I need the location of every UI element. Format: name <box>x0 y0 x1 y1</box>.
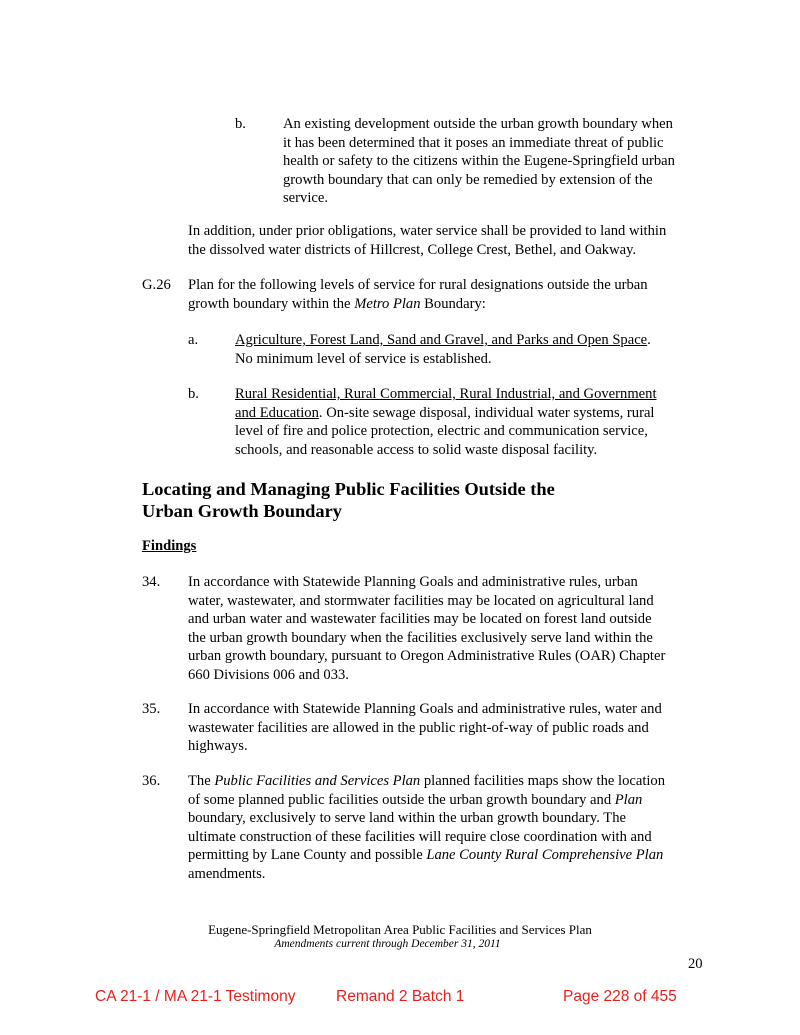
finding-35-text <box>188 700 662 756</box>
heading-line: Urban Growth Boundary <box>142 501 342 521</box>
g26-line: Plan for the following levels of service for rural designations outside the urban <box>188 277 648 293</box>
findings-heading: Findings <box>142 538 197 554</box>
item-b-line: it has been determined that it poses an immediate threat of public <box>283 134 664 151</box>
footer-title: Eugene-Springfield Metropolitan Area Public Facilities and Services Plan <box>208 922 592 937</box>
g26-line <box>188 295 648 314</box>
g26-a-line2: No minimum level of service is established. <box>235 350 492 367</box>
f36-l5-italic: Lane County Rural Comprehensive Plan <box>426 847 664 863</box>
f36-l5-pre: permitting by Lane County and possible <box>188 847 427 863</box>
g26-b-line3: level of fire and police protection, electric and communication service, <box>235 423 648 439</box>
finding-line: 660 Divisions 006 and 033. <box>188 666 349 683</box>
g26-item-b-label: b. <box>188 386 199 402</box>
finding-line: In accordance with Statewide Planning Goals and administrative rules, urban <box>188 574 638 590</box>
heading-line: Locating and Managing Public Facilities Outside the <box>142 479 555 499</box>
finding-line: amendments. <box>188 865 266 882</box>
finding-35-number: 35. <box>142 701 161 717</box>
section-heading <box>142 478 555 522</box>
g26-b-underlined-1: Rural Residential, Rural Commercial, Rural Industrial, and Government <box>235 386 657 402</box>
g26-line2-pre: growth boundary within the <box>188 295 355 312</box>
f36-l2-italic: Plan <box>614 791 643 808</box>
finding-line: ultimate construction of these facilities will require close coordination with and <box>188 828 652 845</box>
f36-l2-pre: of some planned public facilities outside the urban growth boundary and <box>188 791 615 808</box>
addition-paragraph <box>188 222 666 259</box>
stamp-page: Page 228 of 455 <box>563 988 677 1005</box>
footer-subtitle: Amendments current through December 31, 2011 <box>274 938 501 950</box>
g26-item-a-label: a. <box>188 332 199 348</box>
g26-item-a-text <box>235 331 651 368</box>
item-b-line: growth boundary that can only be remedied by extension of the <box>283 171 653 188</box>
finding-line: urban growth boundary, pursuant to Oregon Administrative Rules (OAR) Chapter <box>188 648 666 664</box>
g26-b-line4: schools, and reasonable access to solid waste disposal facility. <box>235 441 598 458</box>
finding-36-number: 36. <box>142 773 161 789</box>
finding-line: water, wastewater, and stormwater facilities may be located on agricultural land <box>188 592 654 609</box>
item-b-text <box>283 115 675 208</box>
addition-line: In addition, under prior obligations, water service shall be provided to land within <box>188 223 667 239</box>
item-b-line: health or safety to the citizens within the Eugene-Springfield urban <box>283 153 675 169</box>
g26-line2-post: Boundary: <box>420 295 486 312</box>
finding-line: the urban growth boundary when the facilities exclusively serve land within the <box>188 629 653 646</box>
f36-l1-pre: The <box>188 773 215 789</box>
item-b-line: An existing development outside the urban growth boundary when <box>283 116 673 132</box>
finding-line: boundary, exclusively to serve land within the urban growth boundary. The <box>188 810 626 826</box>
stamp-case: CA 21-1 / MA 21-1 Testimony <box>95 988 296 1005</box>
finding-line: highways. <box>188 738 248 754</box>
policy-g26-text <box>188 276 648 313</box>
f36-l1-post: planned facilities maps show the location <box>420 773 666 789</box>
g26-b-underlined-2: and Education <box>235 404 319 421</box>
finding-line: and urban water and wastewater facilities may be located on forest land outside <box>188 611 652 627</box>
policy-g26-label: G.26 <box>142 277 171 293</box>
finding-34-text <box>188 573 665 684</box>
f36-l1-italic: Public Facilities and Services Plan <box>214 773 421 789</box>
finding-line: wastewater facilities are allowed in the public right-of-way of public roads and <box>188 719 649 736</box>
finding-36-text <box>188 772 665 883</box>
g26-a-underlined: Agriculture, Forest Land, Sand and Gravel, and Parks and Open Space <box>235 332 648 348</box>
addition-line: the dissolved water districts of Hillcrest, College Crest, Bethel, and Oakway. <box>188 241 637 258</box>
page-number: 20 <box>688 956 703 972</box>
stamp-batch: Remand 2 Batch 1 <box>336 988 465 1005</box>
finding-line: In accordance with Statewide Planning Goals and administrative rules, water and <box>188 701 662 717</box>
item-b-line: service. <box>283 190 328 206</box>
g26-a-after: . <box>647 332 651 348</box>
finding-34-number: 34. <box>142 574 161 590</box>
g26-b-after: . On-site sewage disposal, individual water systems, rural <box>318 404 655 421</box>
item-b-label: b. <box>235 116 246 132</box>
metro-plan-italic: Metro Plan <box>354 295 421 312</box>
g26-item-b-text <box>235 385 657 459</box>
